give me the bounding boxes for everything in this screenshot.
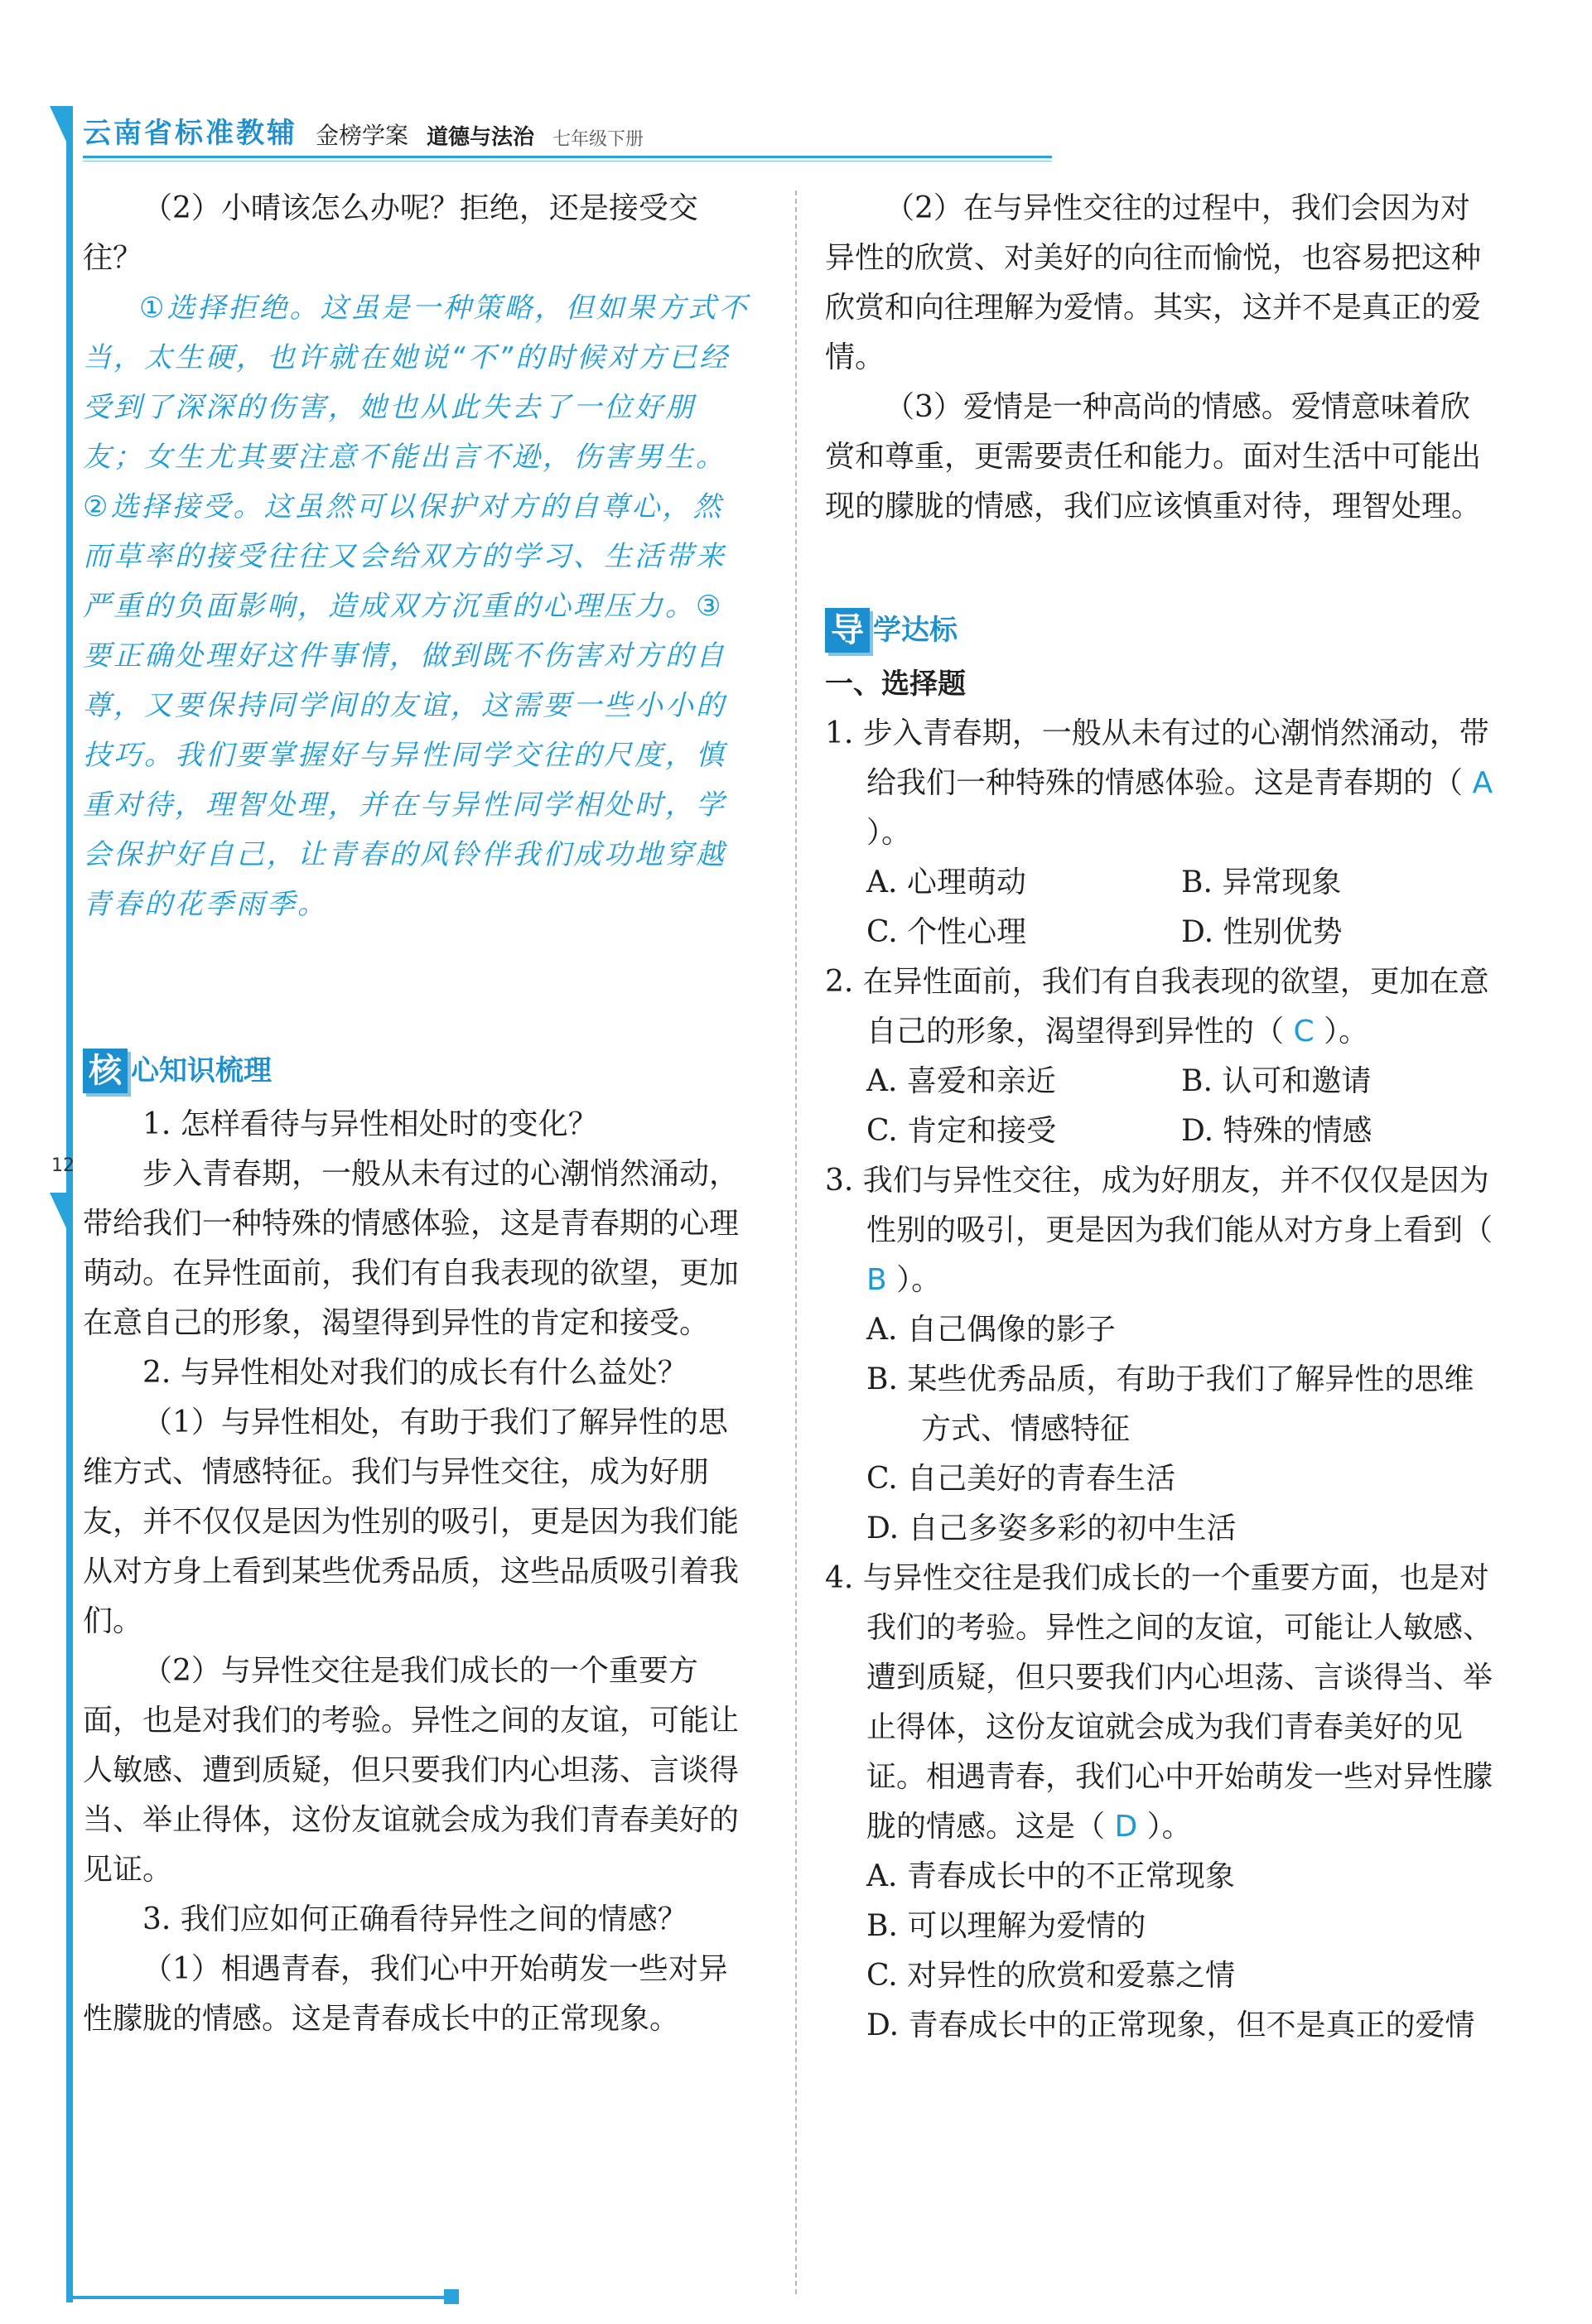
right-column: [825, 184, 1496, 2051]
knowledge-answer: （1）与异性相处，有助于我们了解异性的思维方式、情感特征。我们与异性交往，成为好朋友，并不仅仅是因为性别的吸引，更是因为我们能从对方身上看到某些优秀品质，这些品质吸引着我们。: [83, 1405, 740, 1638]
option: D. 自己多姿多彩的初中生活: [866, 1512, 1237, 1545]
knowledge-answer: （2）在与异性交往的过程中，我们会因为对异性的欣赏、对美好的向往而愉悦，也容易把这种欣赏和向往理解为爱情。其实，这并不是真正的爱情。: [825, 191, 1482, 374]
knowledge-answer: 步入青春期，一般从未有过的心潮悄然涌动，带给我们一种特殊的情感体验，这是青春期的心理萌动。在异性面前，我们有自我表现的欲望，更加在意自己的形象，渴望得到异性的肯定和接受。: [83, 1157, 740, 1340]
option: C. 个性心理: [866, 915, 1027, 949]
knowledge-question: 1. 怎样看待与异性相处时的变化？: [142, 1107, 598, 1141]
option: C. 对异性的欣赏和爱慕之情: [866, 1959, 1236, 1993]
answer-letter: D: [1114, 1810, 1138, 1844]
question-stem: 1. 步入青春期，一般从未有过的心潮悄然涌动，带给我们一种特殊的情感体验。这是青春期的（ A ）。: [825, 716, 1493, 850]
option: C. 自己美好的青春生活: [866, 1462, 1176, 1496]
option: B. 认可和邀请: [1181, 1064, 1372, 1098]
option: A. 青春成长中的不正常现象: [866, 1859, 1235, 1893]
section-badge: 核: [83, 1049, 128, 1093]
header-subject: 道德与法治: [427, 125, 535, 150]
answer-letter: B: [866, 1263, 887, 1297]
column-divider: [795, 190, 797, 2294]
question-prompt: （2）小晴该怎么办呢？拒绝，还是接受交往？: [83, 191, 698, 275]
header-rule: [83, 156, 1052, 158]
option: C. 肯定和接受: [866, 1114, 1057, 1148]
answer-text: ①选择拒绝。这虽是一种策略，但如果方式不当，太生硬，也许就在她说“不”的时候对方已经受到了深深的伤害，她也从此失去了一位好朋友；女生尤其要注意不能出言不逊，伤害男生。②选择接受。这虽然可以保护对方的自尊心，然而草率的接受往往又会给双方的学习、生活带来严重的负面影响，造成双方沉重的心理压力。③要正确处理好这件事情，做到既不伤害对方的自尊，又要保持同学间的友谊，这需要一些小小的技巧。我们要掌握好与异性同学交往的尺度，慎重对待，理智处理，并在与异性同学相处时，学会保护好自己，让青春的风铃伴我们成功地穿越青春的花季雨季。: [83, 292, 750, 921]
border-corner-square: [444, 2289, 459, 2304]
option: B. 某些优秀品质，有助于我们了解异性的思维方式、情感特征: [866, 1362, 1474, 1446]
border-notch-bottom: [50, 1193, 73, 1242]
header-rule-thin: [83, 161, 1052, 162]
section-title-core-knowledge: [83, 1042, 754, 1100]
option: D. 青春成长中的正常现象，但不是真正的爱情: [866, 2008, 1475, 2042]
knowledge-question: 2. 与异性相处对我们的成长有什么益处？: [142, 1356, 687, 1390]
page-header: [83, 108, 1052, 151]
section-title-guided-practice: [825, 601, 1496, 659]
knowledge-question: 3. 我们应如何正确看待异性之间的情感？: [142, 1902, 687, 1936]
header-series: 云南省标准教辅: [83, 117, 297, 150]
section-title-text: 学达标: [873, 614, 958, 647]
answer-letter: C: [1293, 1015, 1315, 1049]
header-brand: 金榜学案: [316, 122, 409, 149]
option: D. 性别优势: [1181, 915, 1343, 949]
section-title-text: 心知识梳理: [131, 1054, 272, 1087]
option-grid: [825, 858, 1496, 957]
option: B. 可以理解为爱情的: [866, 1909, 1146, 1943]
option: D. 特殊的情感: [1181, 1114, 1372, 1148]
question-stem: 4. 与异性交往是我们成长的一个重要方面，也是对我们的考验。异性之间的友谊，可能让人敏感、遭到质疑，但只要我们内心坦荡、言谈得当、举止得体，这份友谊就会成为我们青春美好的见证。相遇青春，我们心中开始萌发一些对异性朦胧的情感。这是（ D ）。: [825, 1561, 1493, 1844]
option: A. 喜爱和亲近: [866, 1064, 1056, 1098]
section-badge: 导: [825, 608, 870, 653]
question-stem: 3. 我们与异性交往，成为好朋友，并不仅仅是因为性别的吸引，更是因为我们能从对方身上看到（ B ）。: [825, 1164, 1493, 1297]
page-border-bottom: [66, 2296, 447, 2299]
knowledge-answer: （3）爱情是一种高尚的情感。爱情意味着欣赏和尊重，更需要责任和能力。面对生活中可能出现的朦胧的情感，我们应该慎重对待，理智处理。: [825, 390, 1482, 523]
part-title: 一、选择题: [825, 668, 966, 701]
option: A. 自己偶像的影子: [866, 1313, 1116, 1347]
header-grade: 七年级下册: [552, 129, 644, 150]
knowledge-answer: （2）与异性交往是我们成长的一个重要方面，也是对我们的考验。异性之间的友谊，可能让人敏感、遭到质疑，但只要我们内心坦荡、言谈得当、举止得体，这份友谊就会成为我们青春美好的见证。: [83, 1654, 740, 1887]
option-grid: [825, 1057, 1496, 1156]
question-stem: 2. 在异性面前，我们有自我表现的欲望，更加在意自己的形象，渴望得到异性的（ C ）。: [825, 965, 1489, 1049]
option: A. 心理萌动: [866, 865, 1026, 899]
option: B. 异常现象: [1181, 865, 1342, 899]
answer-letter: A: [1472, 766, 1493, 800]
knowledge-answer: （1）相遇青春，我们心中开始萌发一些对异性朦胧的情感。这是青春成长中的正常现象。: [83, 1952, 728, 2036]
left-column: [83, 184, 754, 2044]
page-number: 12: [51, 1155, 75, 1176]
